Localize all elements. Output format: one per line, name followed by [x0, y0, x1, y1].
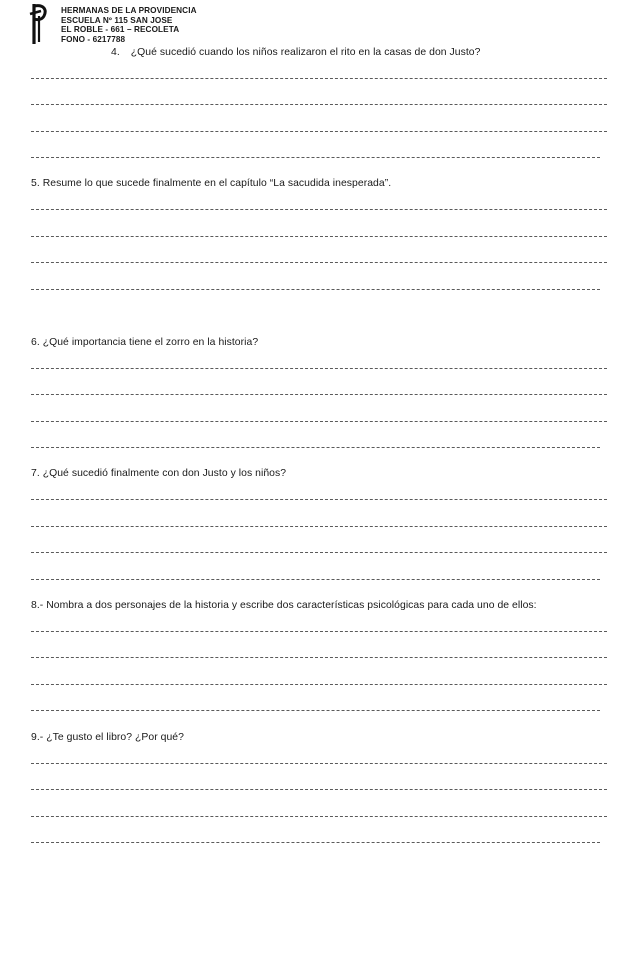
question-9: 9.- ¿Te gusto el libro? ¿Por qué?: [31, 732, 184, 743]
answer-line[interactable]: [31, 104, 607, 105]
question-4-number: 4.: [111, 47, 120, 58]
answer-line[interactable]: [31, 78, 607, 79]
question-4: [111, 47, 480, 58]
answer-line[interactable]: [31, 816, 607, 817]
answer-line[interactable]: [31, 842, 600, 843]
school-logo-icon: [28, 2, 48, 46]
answer-line[interactable]: [31, 552, 607, 553]
answer-line[interactable]: [31, 421, 607, 422]
answer-line[interactable]: [31, 289, 600, 290]
answer-line[interactable]: [31, 657, 607, 658]
answer-line[interactable]: [31, 131, 607, 132]
answer-line[interactable]: [31, 236, 607, 237]
header-line-3: EL ROBLE - 661 – RECOLETA: [61, 25, 180, 35]
answer-line[interactable]: [31, 763, 607, 764]
header-line-2: ESCUELA Nº 115 SAN JOSE: [61, 15, 173, 25]
question-5: 5. Resume lo que sucede finalmente en el capítulo “La sacudida inesperada”.: [31, 178, 392, 189]
answer-line[interactable]: [31, 684, 607, 685]
header-line-4: FONO - 6217788: [61, 34, 126, 44]
answer-line[interactable]: [31, 499, 607, 500]
answer-line[interactable]: [31, 394, 607, 395]
answer-line[interactable]: [31, 368, 607, 369]
answer-line[interactable]: [31, 447, 600, 448]
answer-line[interactable]: [31, 710, 600, 711]
answer-line[interactable]: [31, 262, 607, 263]
question-8: 8.- Nombra a dos personajes de la historia y escribe dos características psicológicas para cada uno de ellos:: [31, 600, 537, 611]
school-header: [61, 6, 197, 44]
answer-line[interactable]: [31, 789, 607, 790]
header-line-1: HERMANAS DE LA PROVIDENCIA: [61, 6, 197, 15]
answer-line[interactable]: [31, 157, 600, 158]
answer-line[interactable]: [31, 209, 607, 210]
question-6: 6. ¿Qué importancia tiene el zorro en la historia?: [31, 337, 259, 348]
answer-line[interactable]: [31, 526, 607, 527]
question-7: 7. ¿Qué sucedió finalmente con don Justo y los niños?: [31, 468, 287, 479]
answer-line[interactable]: [31, 579, 600, 580]
answer-line[interactable]: [31, 631, 607, 632]
question-4-text: ¿Qué sucedió cuando los niños realizaron el rito en la casas de don Justo?: [130, 47, 481, 58]
